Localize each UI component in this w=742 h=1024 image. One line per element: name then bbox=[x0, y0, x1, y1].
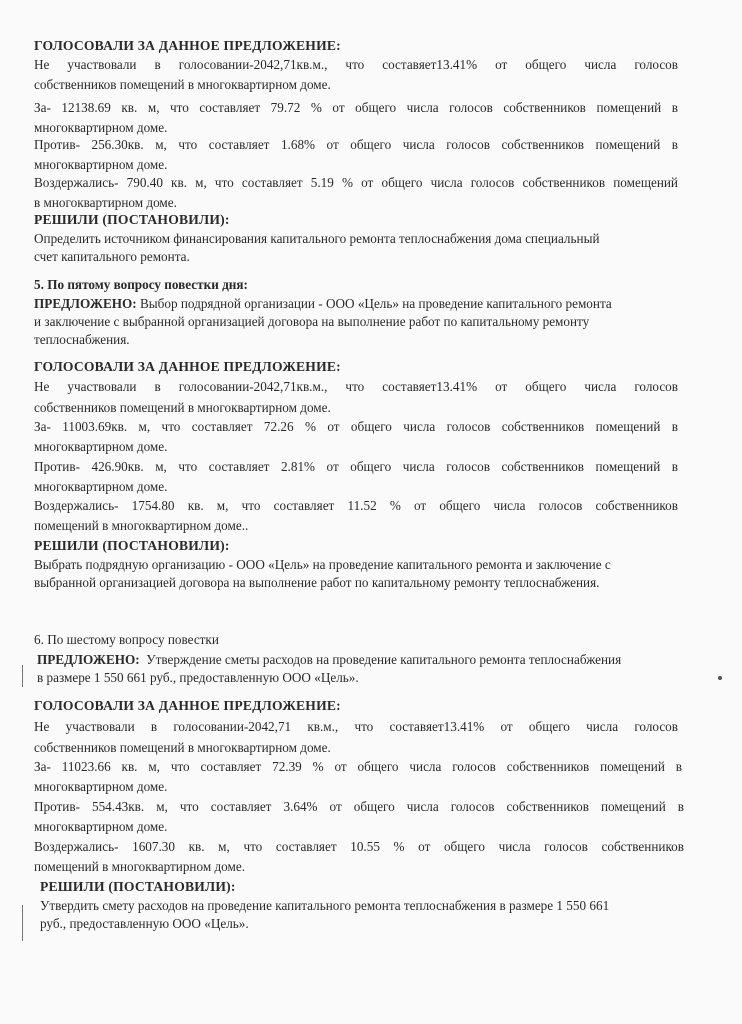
q6-title-text: 6. По шестому вопросу повестки bbox=[34, 632, 219, 647]
q5-decided-heading: РЕШИЛИ (ПОСТАНОВИЛИ): bbox=[34, 538, 230, 553]
q4-not-participated-line1: Не участвовали в голосовании-2042,71кв.м., что составяет13.41% от общего числа голосов bbox=[34, 57, 678, 72]
q4-for-line2: многоквартирном доме. bbox=[34, 120, 168, 135]
q4-abstained-line1: Воздержались- 790.40 кв. м, что составляет 5.19 % от общего числа голосов собственников помещений bbox=[34, 175, 678, 190]
q4-against-line2: многоквартирном доме. bbox=[34, 157, 168, 172]
q5-against-line2: многоквартирном доме. bbox=[34, 479, 168, 494]
q5-not-participated-line2: собственников помещений в многоквартирном доме. bbox=[34, 400, 331, 415]
q5-decision-line1: Выбрать подрядную организацию - ООО «Цель» на проведение капитального ремонта и заключение с bbox=[34, 557, 611, 572]
q4-decided-heading: РЕШИЛИ (ПОСТАНОВИЛИ): bbox=[34, 212, 230, 227]
q5-proposed-line2: и заключение с выбранной организацией договора на выполнение работ по капитальному ремонту bbox=[34, 314, 590, 329]
q5-against-line1: Против- 426.90кв. м, что составляет 2.81% от общего числа голосов собственников помещений в bbox=[34, 459, 678, 474]
q5-abstained-line1: Воздержались- 1754.80 кв. м, что составляет 11.52 % от общего числа голосов собственников bbox=[34, 498, 678, 513]
q4-for-line1: За- 12138.69 кв. м, что составляет 79.72 % от общего числа голосов собственников помещений в bbox=[34, 100, 678, 115]
q6-for-line1: За- 11023.66 кв. м, что составляет 72.39 % от общего числа голосов собственников помещений в bbox=[34, 759, 682, 774]
q6-decision-line1: Утвердить смету расходов на проведение капитального ремонта теплоснабжения в размере 1 550 661 bbox=[40, 898, 610, 913]
q5-proposed-line1 bbox=[34, 294, 612, 314]
q5-title: 5. По пятому вопросу повестки дня: bbox=[34, 277, 248, 292]
q6-abstained-line2: помещений в многоквартирном доме. bbox=[34, 859, 246, 874]
q6-title bbox=[34, 630, 219, 650]
q5-for-line1: За- 11003.69кв. м, что составляет 72.26 % от общего числа голосов собственников помещений в bbox=[34, 419, 678, 434]
q5-proposed-line3: теплоснабжения. bbox=[34, 332, 130, 347]
q4-not-participated-line2: собственников помещений в многоквартирном доме. bbox=[34, 77, 331, 92]
margin-mark-2 bbox=[22, 905, 23, 941]
q6-proposed-text: Утверждение сметы расходов на проведение капитального ремонта теплоснабжения bbox=[146, 652, 622, 667]
q5-voted-heading: ГОЛОСОВАЛИ ЗА ДАННОЕ ПРЕДЛОЖЕНИЕ: bbox=[34, 359, 341, 374]
q6-for-line2: многоквартирном доме. bbox=[34, 779, 168, 794]
scan-speck bbox=[718, 676, 722, 680]
q6-abstained-line1: Воздержались- 1607.30 кв. м, что составляет 10.55 % от общего числа голосов собственников bbox=[34, 839, 684, 854]
q6-proposed-line1 bbox=[37, 650, 621, 670]
q4-voted-heading: ГОЛОСОВАЛИ ЗА ДАННОЕ ПРЕДЛОЖЕНИЕ: bbox=[34, 38, 341, 53]
q5-not-participated-line1: Не участвовали в голосовании-2042,71кв.м., что составяет13.41% от общего числа голосов bbox=[34, 379, 678, 394]
q6-not-participated-line1: Не участвовали в голосовании-2042,71 кв.м., что составяет13.41% от общего числа голосов bbox=[34, 719, 678, 734]
q5-abstained-line2: помещений в многоквартирном доме.. bbox=[34, 518, 249, 533]
q5-proposed-text: Выбор подрядной организации - ООО «Цель» на проведение капитального ремонта bbox=[139, 296, 612, 311]
q4-decision-line1: Определить источником финансирования капитального ремонта теплоснабжения дома специальный bbox=[34, 231, 600, 246]
q6-decision-line2: руб., предоставленную ООО «Цель». bbox=[40, 916, 249, 931]
q5-decision-line2: выбранной организацией договора на выполнение работ по капитальному ремонту теплоснабжения. bbox=[34, 575, 600, 590]
q6-proposed-line2: в размере 1 550 661 руб., предоставленную ООО «Цель». bbox=[37, 670, 359, 685]
q6-proposed-label: ПРЕДЛОЖЕНО: bbox=[37, 652, 140, 667]
q5-proposed-label: ПРЕДЛОЖЕНО: bbox=[34, 296, 137, 311]
q6-voted-heading: ГОЛОСОВАЛИ ЗА ДАННОЕ ПРЕДЛОЖЕНИЕ: bbox=[34, 698, 341, 713]
q4-decision-line2: счет капитального ремонта. bbox=[34, 249, 190, 264]
q4-against-line1: Против- 256.30кв. м, что составляет 1.68% от общего числа голосов собственников помещений в bbox=[34, 137, 678, 152]
q4-abstained-line2: в многоквартирном доме. bbox=[34, 195, 177, 210]
q6-not-participated-line2: собственников помещений в многоквартирном доме. bbox=[34, 740, 331, 755]
q6-decided-heading: РЕШИЛИ (ПОСТАНОВИЛИ): bbox=[40, 879, 236, 894]
q6-against-line1: Против- 554.43кв. м, что составляет 3.64% от общего числа голосов собственников помещений в bbox=[34, 799, 684, 814]
q6-against-line2: многоквартирном доме. bbox=[34, 819, 168, 834]
q5-for-line2: многоквартирном доме. bbox=[34, 439, 168, 454]
margin-mark bbox=[22, 665, 23, 687]
